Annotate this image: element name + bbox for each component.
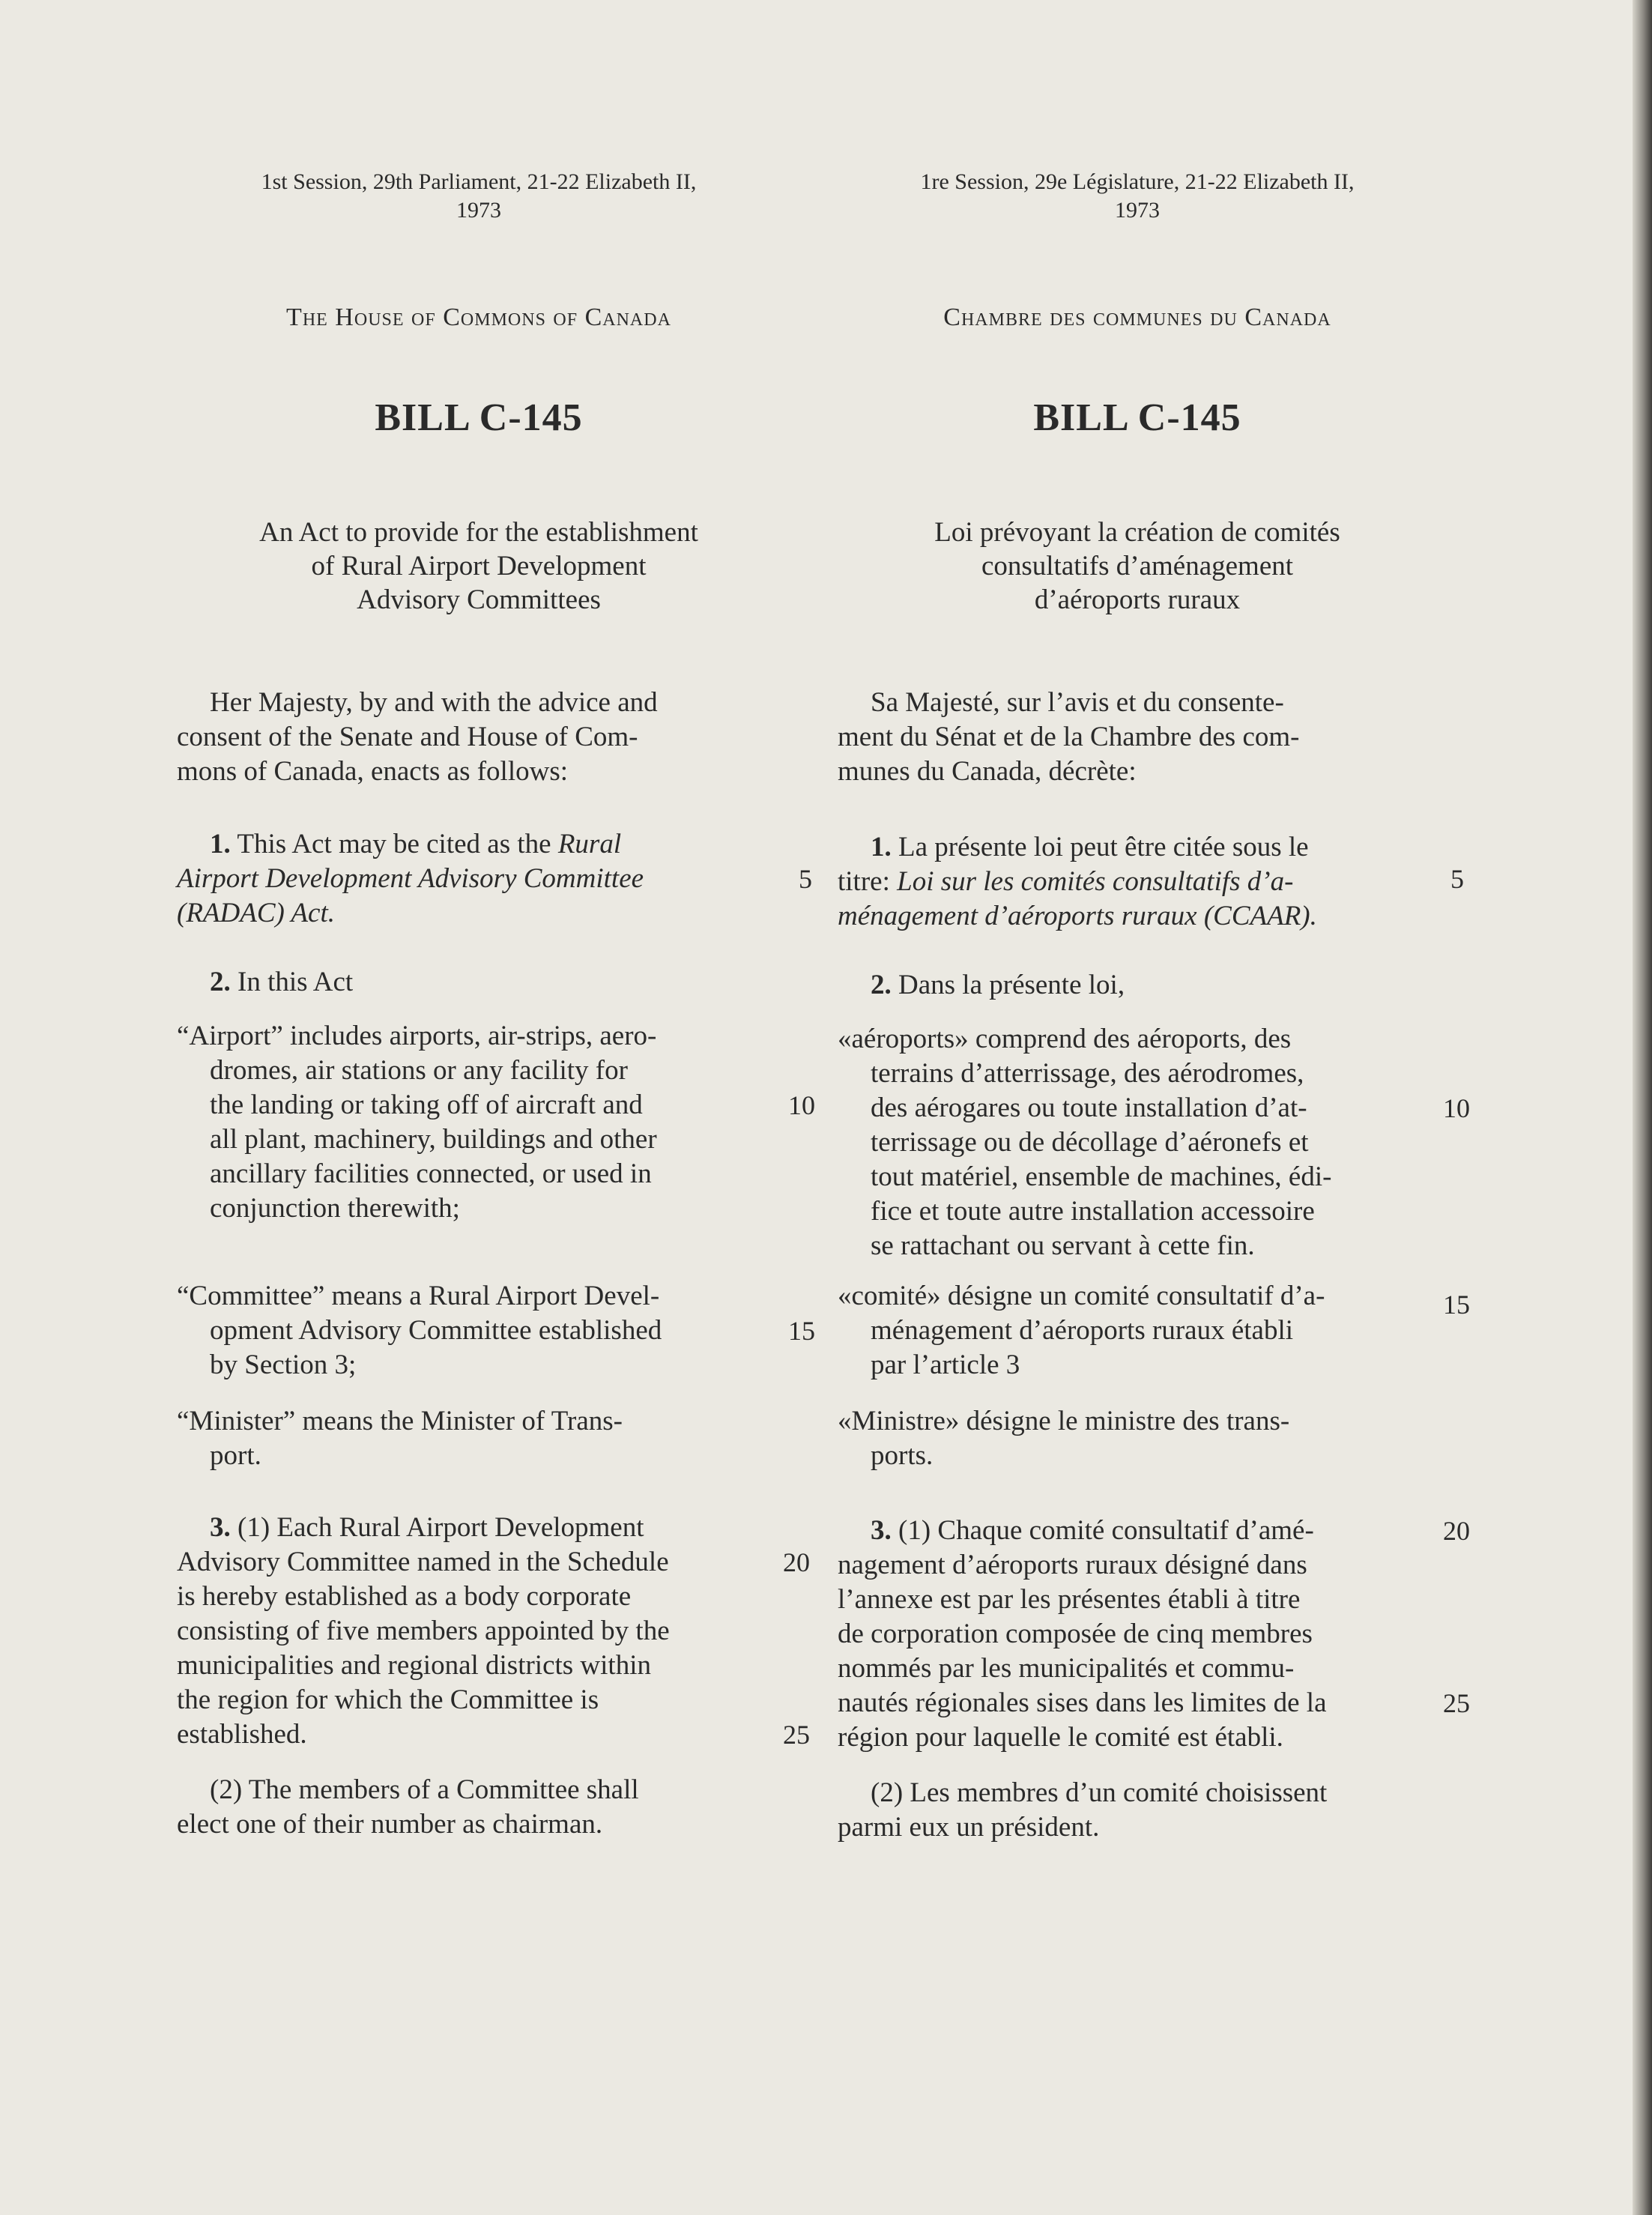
fr-section-number: 3. (871, 1515, 892, 1546)
fr-preamble-line: ment du Sénat et de la Chambre des com- (838, 722, 1300, 752)
fr-bill-number: BILL C-145 (1033, 396, 1241, 439)
fr-section-number: 1. (871, 832, 892, 862)
fr-s1-italic: (CCAAR). (1203, 901, 1317, 931)
fr-house-title: Chambre des communes du Canada (943, 303, 1331, 331)
en-def-line: “Committee” means a Rural Airport Devel- (177, 1281, 660, 1311)
en-s3-2-line: (2) The members of a Committee shall (210, 1774, 639, 1805)
fr-def-line: «Ministre» désigne le ministre des trans- (838, 1406, 1290, 1436)
fr-def-line: terrains d’atterrissage, des aérodromes, (871, 1058, 1304, 1089)
fr-s3-line: région pour laquelle le comité est établi. (838, 1722, 1283, 1753)
fr-def-aeroports (838, 1022, 1437, 1263)
en-def-line: all plant, machinery, buildings and other (210, 1124, 657, 1155)
en-section-number: 3. (210, 1512, 231, 1543)
line-number-10: 10 (788, 1090, 815, 1120)
fr-def-line: tout matériel, ensemble de machines, édi- (871, 1161, 1332, 1192)
en-def-airport (177, 1019, 781, 1226)
en-title-line: An Act to provide for the establishment (259, 517, 698, 548)
en-s3-line: established. (177, 1719, 307, 1750)
en-def-line: “Minister” means the Minister of Trans- (177, 1406, 623, 1436)
fr-s3-2-line: (2) Les membres d’un comité choisissent (871, 1777, 1328, 1808)
en-def-line: conjunction therewith; (210, 1193, 460, 1224)
fr-section-number: 2. (871, 970, 892, 1000)
en-s3-line: consisting of five members appointed by the (177, 1616, 670, 1646)
fr-preamble-line: Sa Majesté, sur l’avis et du consente- (871, 687, 1284, 718)
fr-def-comite (838, 1279, 1437, 1383)
fr-def-ministre (838, 1404, 1437, 1473)
line-number-20: 20 (783, 1547, 810, 1577)
en-s2-text: In this Act (237, 967, 354, 997)
en-s3-line: the region for which the Committee is (177, 1684, 599, 1715)
fr-def-line: «aéroports» comprend des aéroports, des (838, 1024, 1292, 1054)
fr-preamble-line: munes du Canada, décrète: (838, 756, 1137, 787)
fr-session-header (838, 168, 1437, 225)
fr-bill-title (838, 516, 1437, 617)
en-title-line: Advisory Committees (357, 584, 601, 615)
en-session-year: 1973 (456, 198, 501, 223)
en-s1-italic: Rural (557, 829, 622, 859)
en-bill-number: BILL C-145 (375, 396, 583, 439)
en-s1-text: This Act may be cited as the (237, 829, 551, 859)
en-s1-italic: (RADAC) Act. (177, 898, 335, 928)
fr-session-year: 1973 (1115, 198, 1160, 223)
fr-def-line: se rattachant ou servant à cette fin. (871, 1230, 1255, 1261)
fr-def-line: ports. (871, 1440, 934, 1471)
en-preamble-line: mons of Canada, enacts as follows: (177, 756, 568, 787)
en-preamble (177, 686, 781, 789)
fr-line-number-15: 15 (1443, 1290, 1470, 1320)
fr-session-line: 1re Session, 29e Législature, 21-22 Elizabeth II, (920, 169, 1355, 194)
fr-s2-text: Dans la présente loi, (898, 970, 1125, 1000)
en-s3-line: Advisory Committee named in the Schedule (177, 1547, 669, 1577)
fr-line-number-20: 20 (1443, 1516, 1470, 1546)
fr-title-line: d’aéroports ruraux (1034, 584, 1241, 615)
fr-preamble (838, 686, 1437, 789)
en-s3-2-line: elect one of their number as chairman. (177, 1809, 603, 1840)
page-binding-edge (1633, 0, 1652, 2215)
fr-def-line: terrissage ou de décollage d’aéronefs et (871, 1127, 1309, 1158)
en-section-2 (177, 965, 814, 1000)
en-preamble-line: consent of the Senate and House of Com- (177, 722, 638, 752)
en-preamble-line: Her Majesty, by and with the advice and (210, 687, 658, 718)
line-number-5: 5 (799, 864, 812, 894)
fr-s1-italic: ménagement d’aéroports ruraux (838, 901, 1197, 931)
fr-def-line: fice et toute autre installation accessoire (871, 1196, 1315, 1227)
en-bill-title (177, 516, 781, 617)
en-def-line: “Airport” includes airports, air-strips, aero- (177, 1021, 657, 1051)
en-def-line: dromes, air stations or any facility for (210, 1055, 628, 1086)
en-s1-italic: Airport Development Advisory Committee (177, 863, 644, 894)
en-s3-line: is hereby established as a body corporate (177, 1581, 632, 1612)
en-session-header (177, 168, 781, 225)
fr-title-line: Loi prévoyant la création de comités (934, 517, 1340, 548)
fr-line-number-10: 10 (1443, 1093, 1470, 1123)
en-def-minister (177, 1404, 781, 1473)
fr-def-line: ménagement d’aéroports ruraux établi (871, 1315, 1294, 1346)
fr-s3-line: de corporation composée de cinq membres (838, 1619, 1313, 1649)
fr-title-line: consultatifs d’aménagement (981, 551, 1294, 581)
fr-section-2 (838, 968, 1470, 1003)
en-section-number: 1. (210, 829, 231, 859)
fr-s3-text: (1) Chaque comité consultatif d’amé- (898, 1515, 1314, 1546)
line-number-25: 25 (783, 1720, 810, 1750)
fr-s3-2-line: parmi eux un président. (838, 1812, 1100, 1843)
fr-line-number-25: 25 (1443, 1688, 1470, 1718)
en-def-line: ancillary facilities connected, or used in (210, 1158, 652, 1189)
en-def-line: opment Advisory Committee established (210, 1315, 662, 1346)
fr-section-3-2 (838, 1776, 1437, 1845)
en-section-number: 2. (210, 967, 231, 997)
fr-def-line: «comité» désigne un comité consultatif d’a- (838, 1281, 1325, 1311)
fr-section-3-1 (838, 1514, 1437, 1755)
en-def-line: the landing or taking off of aircraft and (210, 1090, 643, 1120)
fr-def-line: par l’article 3 (871, 1350, 1020, 1380)
fr-line-number-5: 5 (1450, 864, 1464, 894)
line-number-15: 15 (788, 1316, 815, 1346)
en-def-line: by Section 3; (210, 1350, 357, 1380)
fr-s1-text: La présente loi peut être citée sous le (898, 832, 1309, 862)
en-s3-text: (1) Each Rural Airport Development (237, 1512, 644, 1543)
en-house-title: The House of Commons of Canada (286, 303, 671, 331)
fr-s3-line: l’annexe est par les présentes établi à titre (838, 1584, 1301, 1615)
en-section-3-2 (177, 1773, 781, 1842)
fr-s1-italic: Loi sur les comités consultatifs d’a- (897, 866, 1294, 897)
fr-s3-line: nagement d’aéroports ruraux désigné dans (838, 1550, 1307, 1580)
fr-s3-line: nautés régionales sises dans les limites de la (838, 1687, 1327, 1718)
en-section-1 (177, 827, 781, 931)
fr-def-line: des aérogares ou toute installation d’at- (871, 1093, 1307, 1123)
en-s3-line: municipalities and regional districts within (177, 1650, 651, 1681)
en-def-line: port. (210, 1440, 261, 1471)
en-def-committee (177, 1279, 781, 1383)
fr-section-1 (838, 830, 1437, 934)
en-title-line: of Rural Airport Development (311, 551, 647, 581)
fr-s1-text: titre: (838, 866, 890, 897)
fr-s3-line: nommés par les municipalités et commu- (838, 1653, 1295, 1684)
en-session-line: 1st Session, 29th Parliament, 21-22 Elizabeth II, (261, 169, 697, 194)
en-section-3-1 (177, 1511, 781, 1752)
